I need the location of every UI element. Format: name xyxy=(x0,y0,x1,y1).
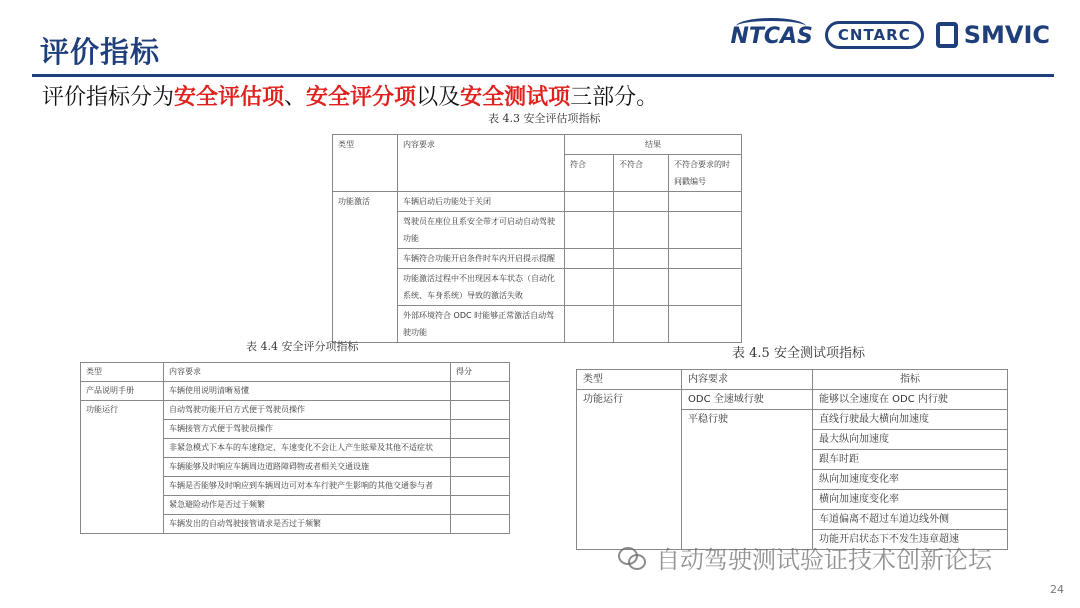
table44-manual-type: 产品说明手册 xyxy=(81,382,164,401)
smvic-logo-icon xyxy=(936,22,958,48)
table44-op-type: 功能运行 xyxy=(81,401,164,534)
table-row: 驾驶员在座位且系安全带才可启动自动驾驶功能 xyxy=(398,212,565,249)
highlight-scoring: 安全评分项 xyxy=(306,85,417,110)
table-row: 车辆启动后功能处于关闭 xyxy=(398,192,565,212)
table45-content-odc: ODC 全速域行驶 xyxy=(682,390,813,410)
table-row: 车辆能够及时响应车辆周边道路障碍物或者相关交通设施 xyxy=(164,458,451,477)
table44-header-content: 内容要求 xyxy=(164,363,451,382)
table45-type: 功能运行 xyxy=(577,390,682,550)
table44-header-score: 得分 xyxy=(451,363,510,382)
table45-caption: 表 4.5 安全测试项指标 xyxy=(732,346,865,361)
table43-header-yes: 符合 xyxy=(565,155,614,192)
wechat-watermark xyxy=(618,540,992,575)
table-row: 车辆符合功能开启条件时车内开启提示提醒 xyxy=(398,249,565,269)
table43-header-time: 不符合要求的时间戳编号 xyxy=(669,155,742,192)
table-row: 功能激活过程中不出现因本车状态（自动化系统、车身系统）导致的激活失败 xyxy=(398,269,565,306)
table43-header-result: 结果 xyxy=(565,135,742,155)
table43-header-content: 内容要求 xyxy=(398,135,565,192)
catarc-logo: CNTARC xyxy=(825,21,924,49)
table-row: 非紧急模式下本车的车速稳定、车速变化不会让人产生眩晕及其他不适症状 xyxy=(164,439,451,458)
table-row: 车辆使用说明清晰易懂 xyxy=(164,382,451,401)
table-row: 外部环境符合 ODC 时能够正常激活自动驾驶功能 xyxy=(398,306,565,343)
watermark-text: 自动驾驶测试验证技术创新论坛 xyxy=(656,546,992,574)
table44-caption: 表 4.4 安全评分项指标 xyxy=(246,340,359,353)
table45-header-type: 类型 xyxy=(577,370,682,390)
table-row: 能够以全速度在 ODC 内行驶 xyxy=(813,390,1008,410)
table-row: 功能开启状态下不发生违章超速 xyxy=(813,530,1008,550)
smvic-logo: SMVIC xyxy=(936,21,1050,49)
page-number: 24 xyxy=(1050,583,1064,596)
table-row: 车辆是否能够及时响应到车辆周边可对本车行驶产生影响的其他交通参与者 xyxy=(164,477,451,496)
table-row: 跟车时距 xyxy=(813,450,1008,470)
table-row: 车道偏离不超过车道边线外侧 xyxy=(813,510,1008,530)
table-4-4 xyxy=(80,362,510,534)
title-divider xyxy=(32,74,1054,77)
logo-group xyxy=(730,20,1050,49)
table-row: 纵向加速度变化率 xyxy=(813,470,1008,490)
table-row: 车辆发出的自动驾驶接管请求是否过于频繁 xyxy=(164,515,451,534)
table-row: 最大纵向加速度 xyxy=(813,430,1008,450)
slide-title: 评价指标 xyxy=(40,35,161,69)
table43-caption: 表 4.3 安全评估项指标 xyxy=(488,112,601,125)
table45-header-content: 内容要求 xyxy=(682,370,813,390)
highlight-assessment: 安全评估项 xyxy=(174,85,285,110)
wechat-icon xyxy=(618,545,648,571)
highlight-testing: 安全测试项 xyxy=(460,85,571,110)
table44-header-type: 类型 xyxy=(81,363,164,382)
table-row: 直线行驶最大横向加速度 xyxy=(813,410,1008,430)
ntcas-logo: NTCAS xyxy=(730,20,812,49)
table-4-3 xyxy=(332,134,742,343)
table-row: 横向加速度变化率 xyxy=(813,490,1008,510)
table45-content-smooth: 平稳行驶 xyxy=(682,410,813,550)
table-row: 自动驾驶功能开启方式便于驾驶员操作 xyxy=(164,401,451,420)
table-row: 车辆接管方式便于驾驶员操作 xyxy=(164,420,451,439)
table43-header-no: 不符合 xyxy=(614,155,669,192)
table45-header-index: 指标 xyxy=(813,370,1008,390)
slide-subtitle: 评价指标分为安全评估项、安全评分项以及安全测试项三部分。 xyxy=(42,85,659,110)
table-row: 紧急避险动作是否过于频繁 xyxy=(164,496,451,515)
table43-type: 功能激活 xyxy=(333,192,398,343)
table-4-5 xyxy=(576,369,1008,550)
table43-header-type: 类型 xyxy=(333,135,398,192)
